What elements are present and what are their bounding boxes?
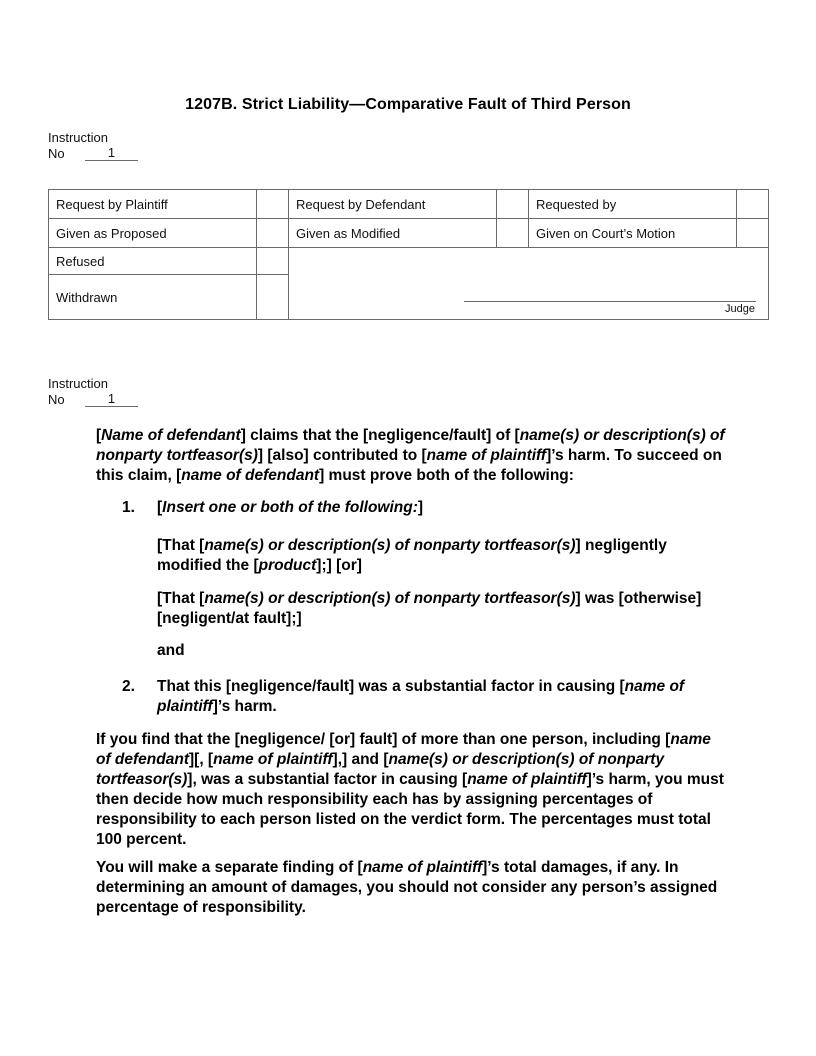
checkbox-given-on-courts-motion[interactable] — [737, 219, 769, 248]
placeholder-text: Insert one or both of the following: — [162, 499, 418, 516]
text-segment: ] negligently modified the [ — [157, 537, 667, 574]
judge-signature-area — [464, 289, 756, 316]
instruction-label: Instruction — [48, 376, 108, 391]
text-segment: If you find that the [negligence/ [or] fault] of more than one person, including [ — [96, 731, 671, 748]
judge-label: Judge — [725, 303, 755, 315]
checkbox-request-by-plaintiff[interactable] — [257, 190, 289, 219]
text-segment: ]’s harm. To succeed on this claim, [ — [96, 447, 722, 484]
text-segment: [That [ — [157, 590, 205, 607]
checkbox-withdrawn[interactable] — [257, 275, 289, 320]
placeholder-text: product — [258, 557, 317, 574]
cell-request-by-plaintiff: Request by Plaintiff — [49, 190, 257, 219]
placeholder-text: name of defendant — [96, 731, 711, 768]
placeholder-text: name of plaintiff — [426, 447, 547, 464]
placeholder-text: name(s) or description(s) of nonparty tortfeasor(s) — [204, 537, 576, 554]
paragraph — [96, 426, 726, 486]
paragraph — [96, 858, 726, 918]
text-segment: ];] [or] — [316, 557, 362, 574]
page-title: 1207B. Strict Liability—Comparative Fault of Third Person — [185, 96, 631, 113]
instruction-label: Instruction — [48, 130, 108, 145]
text-segment: ] claims that the [negligence/fault] of [ — [240, 427, 520, 444]
cell-refused: Refused — [49, 248, 257, 275]
checkbox-given-as-modified[interactable] — [497, 219, 529, 248]
text-segment: ]’s harm, you must then decide how much responsibility each has by assigning percentages of responsibility to each person listed on the verdict form. The percentages must total 100 percent. — [96, 771, 724, 848]
text-segment: ],] and [ — [332, 751, 389, 768]
cell-given-as-modified: Given as Modified — [289, 219, 497, 248]
list-item — [96, 498, 726, 518]
instruction-disposition-table — [48, 189, 769, 320]
placeholder-text: name of plaintiff — [467, 771, 587, 788]
checkbox-refused[interactable] — [257, 248, 289, 275]
checkbox-given-as-proposed[interactable] — [257, 219, 289, 248]
text-segment: That this [negligence/fault] was a substantial factor in causing [ — [157, 678, 625, 695]
checkbox-request-by-defendant[interactable] — [497, 190, 529, 219]
paragraph — [157, 641, 726, 661]
text-segment: ] must prove both of the following: — [319, 467, 574, 484]
text-segment: [ — [157, 499, 163, 516]
cell-request-by-defendant: Request by Defendant — [289, 190, 497, 219]
paragraph — [157, 536, 726, 576]
instruction-no-block-2 — [48, 376, 138, 407]
placeholder-text: name of plaintiff — [362, 859, 483, 876]
placeholder-text: name of defendant — [181, 467, 320, 484]
placeholder-text: Name of defendant — [101, 427, 241, 444]
text-segment: ] — [417, 499, 424, 516]
cell-withdrawn: Withdrawn — [49, 275, 257, 320]
instruction-no-label: No — [48, 392, 65, 407]
cell-given-on-courts-motion: Given on Court’s Motion — [529, 219, 737, 248]
text-segment: ]’s harm. — [212, 698, 277, 715]
text-segment: ] was [otherwise] [negligent/at fault];] — [157, 590, 702, 627]
placeholder-text: name of plaintiff — [157, 678, 685, 715]
text-segment: ], was a substantial factor in causing [ — [187, 771, 468, 788]
text-segment: You will make a separate finding of [ — [96, 859, 363, 876]
judge-signature-line[interactable] — [464, 289, 756, 302]
text-segment: ][, [ — [189, 751, 214, 768]
cell-given-as-proposed: Given as Proposed — [49, 219, 257, 248]
instruction-number-field[interactable]: 1 — [85, 145, 138, 161]
cell-requested-by: Requested by — [529, 190, 737, 219]
instruction-no-label: No — [48, 146, 65, 161]
text-segment: [That [ — [157, 537, 205, 554]
text-segment: ] [also] contributed to [ — [257, 447, 427, 464]
paragraph — [157, 589, 726, 629]
checkbox-requested-by[interactable] — [737, 190, 769, 219]
text-segment: and — [157, 642, 185, 659]
instruction-number-field[interactable]: 1 — [85, 391, 138, 407]
list-number: 2. — [122, 678, 135, 695]
paragraph — [96, 730, 726, 850]
judge-signature-cell — [289, 248, 769, 320]
placeholder-text: name(s) or description(s) of nonparty tortfeasor(s) — [96, 751, 665, 788]
instruction-no-block-1 — [48, 130, 138, 161]
list-item — [96, 677, 726, 717]
list-number: 1. — [122, 499, 135, 516]
text-segment: ]’s total damages, if any. In determining an amount of damages, you should not consider any person’s assigned percentage of responsibility. — [96, 859, 718, 916]
placeholder-text: name(s) or description(s) of nonparty tortfeasor(s) — [96, 427, 725, 464]
placeholder-text: name(s) or description(s) of nonparty tortfeasor(s) — [204, 590, 576, 607]
instruction-text — [96, 426, 726, 931]
placeholder-text: name of plaintiff — [213, 751, 333, 768]
text-segment: [ — [96, 427, 102, 444]
